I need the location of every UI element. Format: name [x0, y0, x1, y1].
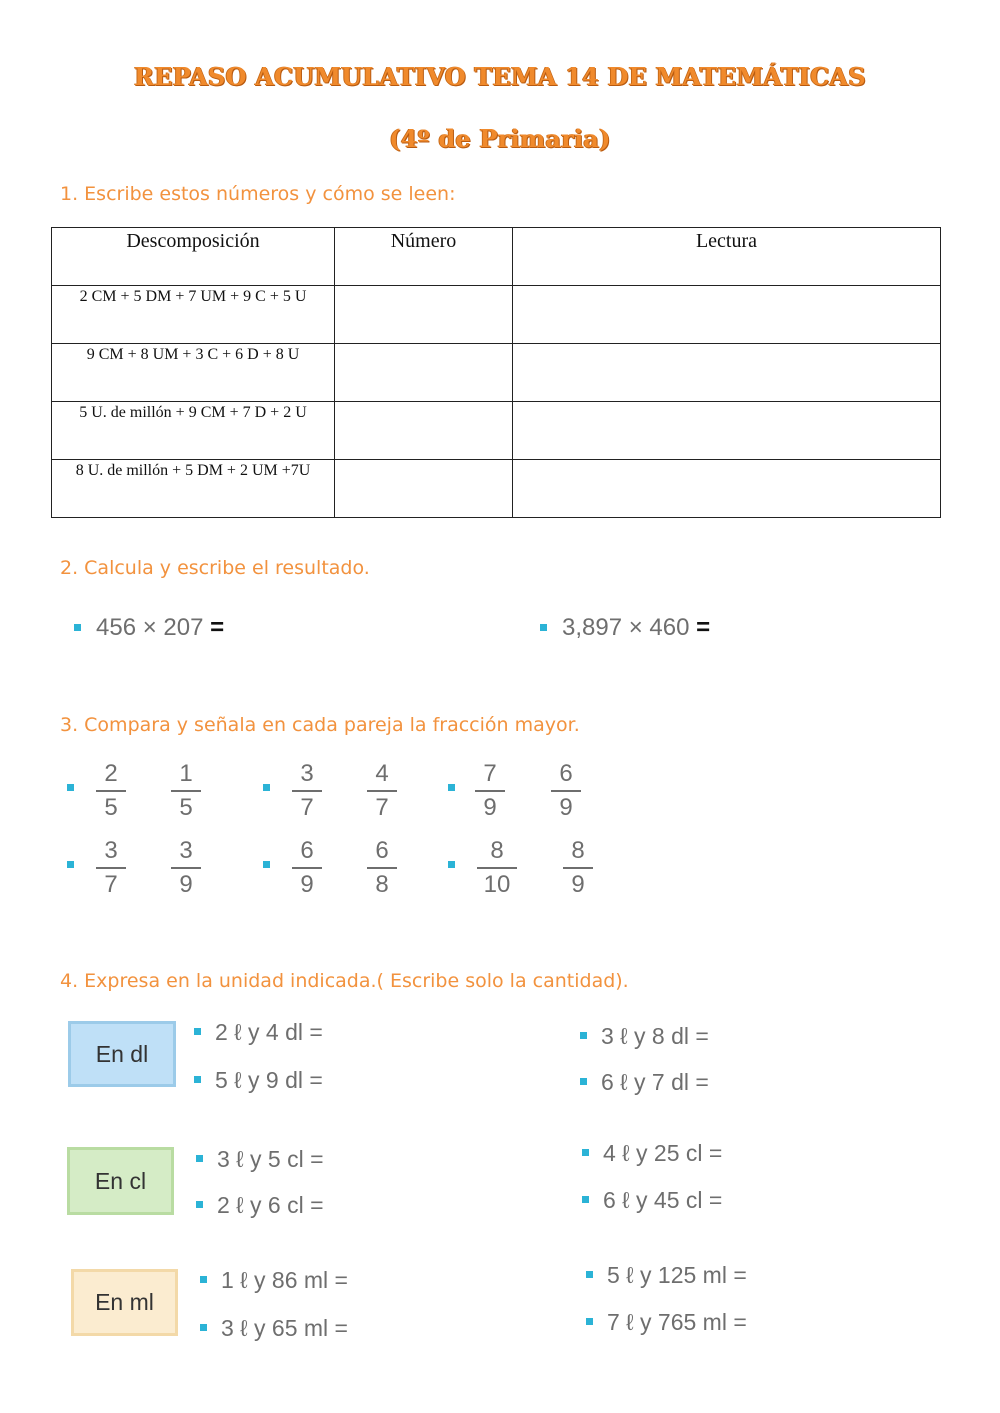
bullet-icon	[540, 624, 547, 631]
denominator: 9	[179, 871, 193, 898]
number-answer-cell[interactable]	[335, 460, 513, 518]
equals-sign: =	[696, 614, 711, 641]
number-answer-cell[interactable]	[335, 402, 513, 460]
numerator: 1	[179, 760, 193, 787]
numerator: 6	[559, 760, 573, 787]
denominator: 5	[179, 794, 193, 821]
conversion-item[interactable]: 3 ℓ y 8 dl =	[601, 1023, 709, 1049]
fraction[interactable]	[94, 839, 128, 897]
numerator: 7	[483, 760, 497, 787]
numerator: 3	[179, 837, 193, 864]
bullet-icon	[582, 1149, 589, 1156]
bullet-icon	[448, 784, 455, 791]
reading-answer-cell[interactable]	[513, 402, 941, 460]
reading-answer-cell[interactable]	[513, 460, 941, 518]
number-answer-cell[interactable]	[335, 286, 513, 344]
reading-answer-cell[interactable]	[513, 344, 941, 402]
denominator: 9	[483, 794, 497, 821]
bullet-icon	[586, 1271, 593, 1278]
bullet-icon	[448, 861, 455, 868]
fraction[interactable]	[365, 762, 399, 820]
page-title: REPASO ACUMULATIVO TEMA 14 DE MATEMÁTICAS	[134, 62, 866, 91]
decomposition-cell: 8 U. de millón + 5 DM + 2 UM +7U	[52, 460, 335, 518]
denominator: 9	[300, 871, 314, 898]
numerator: 6	[300, 837, 314, 864]
conversion-item[interactable]: 5 ℓ y 125 ml =	[607, 1262, 747, 1288]
numerator: 8	[571, 837, 585, 864]
bullet-icon	[196, 1155, 203, 1162]
number-answer-cell[interactable]	[335, 344, 513, 402]
numerator: 4	[375, 760, 389, 787]
reading-answer-cell[interactable]	[513, 286, 941, 344]
section-3-heading: 3. Compara y señala en cada pareja la fracción mayor.	[60, 714, 580, 736]
page-subtitle: (4º de Primaria)	[389, 124, 611, 153]
multiplication-2[interactable]	[562, 614, 710, 642]
table-row	[52, 344, 941, 402]
bullet-icon	[586, 1318, 593, 1325]
multiplication-expression: 3,897 × 460	[562, 614, 690, 641]
conversion-item[interactable]: 6 ℓ y 45 cl =	[603, 1187, 723, 1213]
numerator: 6	[375, 837, 389, 864]
numerator: 3	[300, 760, 314, 787]
numerator: 3	[104, 837, 118, 864]
unit-label-cl: En cl	[67, 1147, 174, 1215]
bullet-icon	[67, 784, 74, 791]
fraction[interactable]	[169, 762, 203, 820]
bullet-icon	[67, 861, 74, 868]
section-1-heading: 1. Escribe estos números y cómo se leen:	[60, 183, 456, 205]
header-numero: Número	[335, 228, 513, 286]
table-row	[52, 402, 941, 460]
denominator: 5	[104, 794, 118, 821]
numbers-table	[51, 227, 941, 518]
decomposition-cell: 9 CM + 8 UM + 3 C + 6 D + 8 U	[52, 344, 335, 402]
conversion-item[interactable]: 7 ℓ y 765 ml =	[607, 1309, 747, 1335]
conversion-item[interactable]: 5 ℓ y 9 dl =	[215, 1067, 323, 1093]
section-4-heading: 4. Expresa en la unidad indicada.( Escribe solo la cantidad).	[60, 970, 629, 992]
conversion-item[interactable]: 1 ℓ y 86 ml =	[221, 1267, 348, 1293]
bullet-icon	[580, 1078, 587, 1085]
denominator: 9	[559, 794, 573, 821]
conversion-item[interactable]: 2 ℓ y 6 cl =	[217, 1192, 324, 1218]
bullet-icon	[263, 784, 270, 791]
bullet-icon	[200, 1324, 207, 1331]
conversion-item[interactable]: 2 ℓ y 4 dl =	[215, 1019, 323, 1045]
fraction[interactable]	[475, 839, 519, 897]
bullet-icon	[194, 1076, 201, 1083]
numerator: 2	[104, 760, 118, 787]
fraction[interactable]	[169, 839, 203, 897]
denominator: 7	[375, 794, 389, 821]
fraction[interactable]	[473, 762, 507, 820]
denominator: 10	[483, 871, 511, 898]
bullet-icon	[582, 1196, 589, 1203]
multiplication-1[interactable]	[96, 614, 224, 642]
table-header-row	[52, 228, 941, 286]
multiplication-expression: 456 × 207	[96, 614, 204, 641]
decomposition-cell: 5 U. de millón + 9 CM + 7 D + 2 U	[52, 402, 335, 460]
denominator: 7	[104, 871, 118, 898]
bullet-icon	[194, 1028, 201, 1035]
fraction[interactable]	[94, 762, 128, 820]
table-row	[52, 460, 941, 518]
unit-label-ml: En ml	[71, 1269, 178, 1336]
fraction[interactable]	[561, 839, 595, 897]
fraction[interactable]	[365, 839, 399, 897]
fraction[interactable]	[290, 762, 324, 820]
conversion-item[interactable]: 3 ℓ y 5 cl =	[217, 1146, 324, 1172]
fraction[interactable]	[549, 762, 583, 820]
conversion-item[interactable]: 4 ℓ y 25 cl =	[603, 1140, 723, 1166]
equals-sign: =	[210, 614, 225, 641]
fraction[interactable]	[290, 839, 324, 897]
decomposition-cell: 2 CM + 5 DM + 7 UM + 9 C + 5 U	[52, 286, 335, 344]
bullet-icon	[200, 1276, 207, 1283]
bullet-icon	[263, 861, 270, 868]
conversion-item[interactable]: 3 ℓ y 65 ml =	[221, 1315, 348, 1341]
denominator: 8	[375, 871, 389, 898]
table-row	[52, 286, 941, 344]
header-descomposicion: Descomposición	[52, 228, 335, 286]
bullet-icon	[74, 624, 81, 631]
bullet-icon	[580, 1032, 587, 1039]
numerator: 8	[490, 837, 504, 864]
section-2-heading: 2. Calcula y escribe el resultado.	[60, 557, 370, 579]
header-lectura: Lectura	[513, 228, 941, 286]
denominator: 7	[300, 794, 314, 821]
conversion-item[interactable]: 6 ℓ y 7 dl =	[601, 1069, 709, 1095]
bullet-icon	[196, 1201, 203, 1208]
denominator: 9	[571, 871, 585, 898]
unit-label-dl: En dl	[68, 1021, 176, 1087]
